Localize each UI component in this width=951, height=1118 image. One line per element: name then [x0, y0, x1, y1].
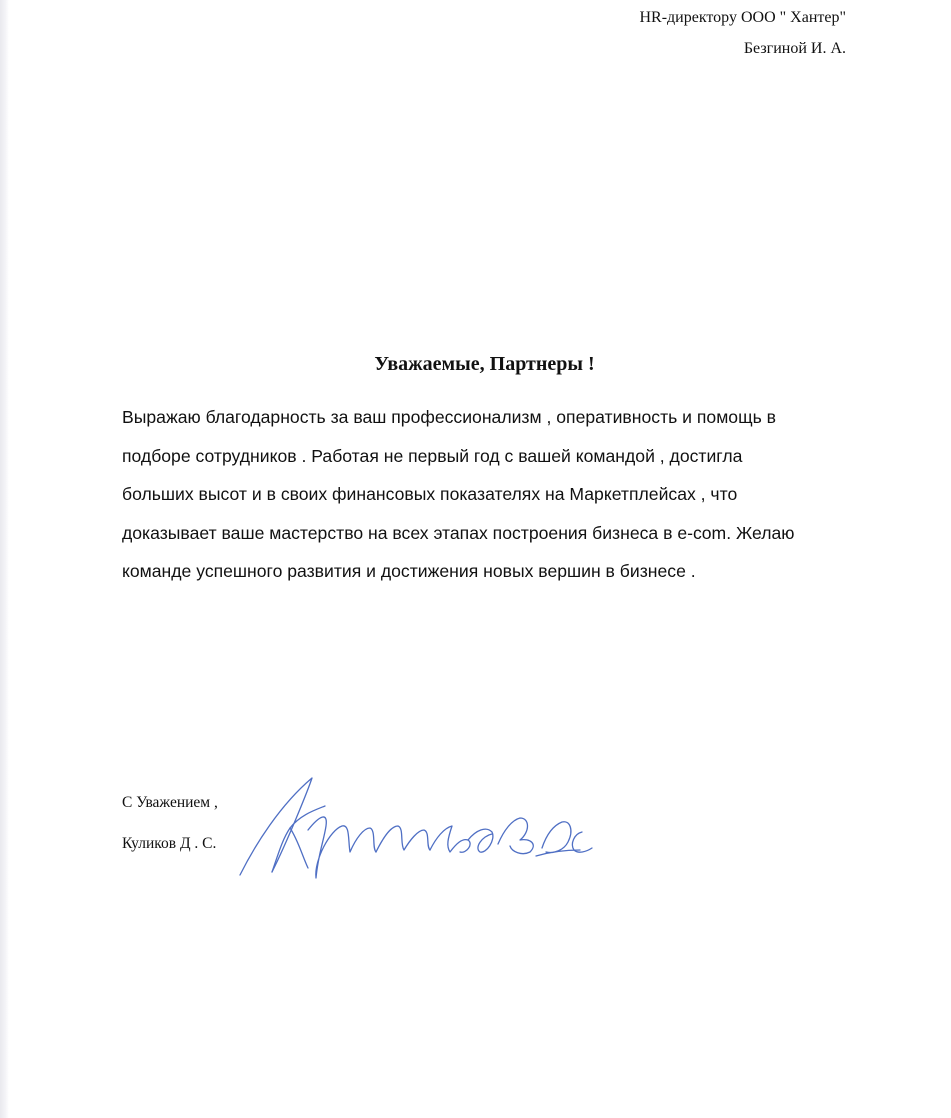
signature-stroke	[468, 829, 493, 852]
addressee-position: HR-директору ООО " Хантер"	[639, 9, 846, 26]
handwritten-signature	[230, 760, 600, 890]
signer-name: Куликов Д . С.	[122, 835, 217, 852]
signature-stroke	[572, 832, 592, 852]
signature-stroke	[430, 826, 470, 852]
closing-block	[122, 789, 218, 871]
page-left-edge	[0, 0, 9, 1118]
closing-regards: С Уважением ,	[122, 794, 218, 811]
body-line: Выражаю благодарность за ваш профессионализм , оперативность и помощь в	[122, 407, 776, 427]
signature-stroke	[308, 817, 376, 878]
signature-stroke	[498, 818, 533, 854]
signature-stroke	[376, 826, 430, 852]
salutation-heading: Уважаемые, Партнеры !	[374, 353, 595, 375]
addressee-block	[639, 4, 846, 66]
addressee-name: Безгиной И. А.	[743, 40, 846, 57]
body-line: подборе сотрудников . Работая не первый год с вашей командой , достигла	[122, 445, 743, 466]
signature-stroke	[290, 828, 308, 868]
letter-body	[122, 398, 862, 591]
body-line: команде успешного развития и достижения новых вершин в бизнесе .	[122, 561, 696, 581]
body-line: больших высот и в своих финансовых показателях на Маркетплейсах , что	[122, 484, 738, 504]
body-line: доказывает ваше мастерство на всех этапах построения бизнеса в e-com. Желаю	[122, 522, 795, 543]
